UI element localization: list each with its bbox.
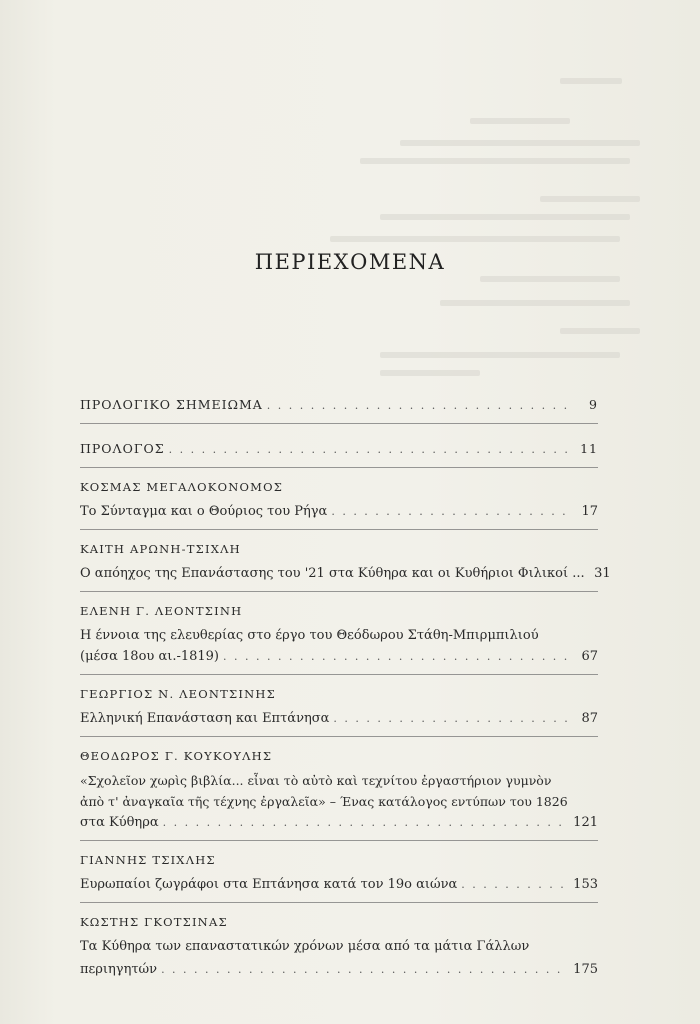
toc-row xyxy=(80,876,598,893)
show-through-line xyxy=(540,196,640,202)
chapter-title: περιηγητών xyxy=(80,962,158,977)
page-number: 67 xyxy=(581,649,598,664)
toc-row xyxy=(80,565,611,582)
author-name: ΕΛΕΝΗ Γ. ΛΕΟΝΤΣΙΝΗ xyxy=(80,604,243,618)
page-title: ΠΕΡΙΕΧΟΜΕΝΑ xyxy=(254,250,446,274)
leader-dots xyxy=(267,397,568,414)
page-number: 87 xyxy=(581,711,598,726)
divider xyxy=(80,467,598,468)
chapter-title-line: Τα Κύθηρα των επαναστατικών χρόνων μέσα από τα μάτια Γάλλων xyxy=(80,939,530,954)
chapter-title: Ο απόηχος της Επανάστασης του '21 στα Κύθηρα και οι Κυθήριοι Φιλικοί ... xyxy=(80,566,585,581)
show-through-line xyxy=(480,276,620,282)
toc-entry-label: ΠΡΟΛΟΓΟΣ xyxy=(80,441,165,456)
chapter-title-line: Η έννοια της ελευθερίας στο έργο του Θεόδωρου Στάθη-Μπιρμπιλιού xyxy=(80,628,539,643)
show-through-line xyxy=(470,118,570,124)
show-through-line xyxy=(380,214,630,220)
show-through-line xyxy=(560,78,622,84)
page-number: 121 xyxy=(573,815,598,830)
author-name: ΚΟΣΜΑΣ ΜΕΓΑΛΟΚΟΝΟΜΟΣ xyxy=(80,480,284,494)
show-through-line xyxy=(560,328,640,334)
toc-entry-label: ΠΡΟΛΟΓΙΚΟ ΣΗΜΕΙΩΜΑ xyxy=(80,397,263,412)
page-number: 9 xyxy=(589,397,598,412)
toc-row-preface xyxy=(80,440,598,458)
show-through-line xyxy=(330,236,620,242)
page-number: 175 xyxy=(573,962,598,977)
chapter-title: Ευρωπαίοι ζωγράφοι στα Επτάνησα κατά τον 19ο αιώνα xyxy=(80,877,458,892)
toc-row xyxy=(80,710,598,727)
toc-row xyxy=(80,961,598,978)
toc-row xyxy=(80,503,598,520)
author-name: ΚΩΣΤΗΣ ΓΚΟΤΣΙΝΑΣ xyxy=(80,915,228,929)
divider xyxy=(80,674,598,675)
leader-dots xyxy=(333,710,568,727)
author-name: ΓΙΑΝΝΗΣ ΤΣΙΧΛΗΣ xyxy=(80,853,216,867)
leader-dots xyxy=(331,503,568,520)
leader-dots xyxy=(169,441,568,458)
show-through-line xyxy=(360,158,630,164)
chapter-title: στα Κύθηρα xyxy=(80,815,159,830)
toc-row-preface-note xyxy=(80,396,598,414)
show-through-line xyxy=(440,300,630,306)
leader-dots xyxy=(161,961,568,978)
author-name: ΓΕΩΡΓΙΟΣ Ν. ΛΕΟΝΤΣΙΝΗΣ xyxy=(80,687,276,701)
chapter-title-line: «Σχολεῖον χωρὶς βιβλία... εἶναι τὸ αὐτὸ καὶ τεχνίτου ἐργαστήριον γυμνὸν xyxy=(80,773,552,788)
chapter-title: (μέσα 18ου αι.-1819) xyxy=(80,649,220,664)
page-number: 31 xyxy=(594,566,611,581)
chapter-title-line: ἀπὸ τ' ἀναγκαῖα τῆς τέχνης ἐργαλεῖα» – Ένας κατάλογος εντύπων του 1826 xyxy=(80,794,568,809)
chapter-title: Ελληνική Επανάσταση και Επτάνησα xyxy=(80,711,330,726)
show-through-line xyxy=(380,370,480,376)
page-number: 153 xyxy=(573,877,598,892)
leader-dots xyxy=(223,648,568,665)
page-number: 17 xyxy=(581,504,598,519)
divider xyxy=(80,423,598,424)
toc-row xyxy=(80,814,598,831)
author-name: ΘΕΟΔΩΡΟΣ Γ. ΚΟΥΚΟΥΛΗΣ xyxy=(80,749,273,763)
leader-dots xyxy=(163,814,568,831)
show-through-line xyxy=(380,352,620,358)
divider xyxy=(80,840,598,841)
divider xyxy=(80,902,598,903)
show-through-line xyxy=(400,140,640,146)
table-of-contents xyxy=(80,396,611,978)
page-number: 11 xyxy=(580,441,598,456)
divider xyxy=(80,591,598,592)
chapter-title: Το Σύνταγμα και ο Θούριος του Ρήγα xyxy=(80,504,328,519)
divider xyxy=(80,529,598,530)
divider xyxy=(80,736,598,737)
leader-dots xyxy=(461,876,568,893)
author-name: ΚΑΙΤΗ ΑΡΩΝΗ-ΤΣΙΧΛΗ xyxy=(80,542,241,556)
toc-row xyxy=(80,648,598,665)
